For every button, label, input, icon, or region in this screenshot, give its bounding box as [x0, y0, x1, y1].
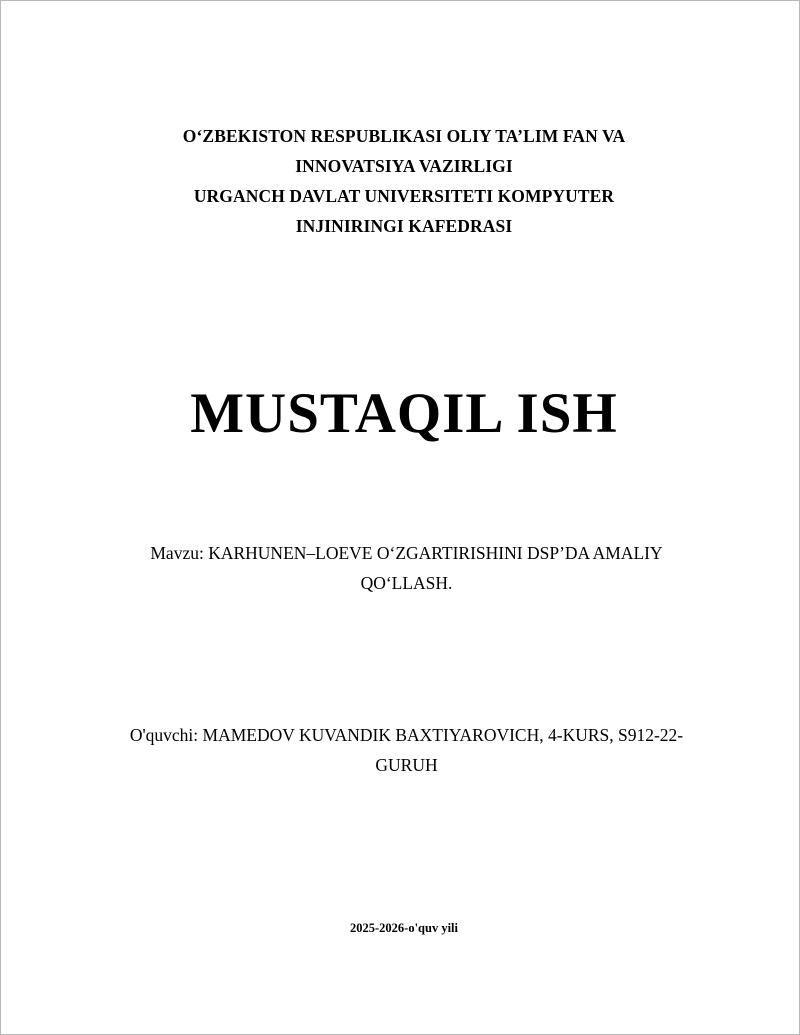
page-sheet — [19, 13, 783, 1023]
page-content — [109, 13, 699, 1023]
organization-line-4: INJINIRINGI KAFEDRASI — [295, 216, 513, 236]
student-line: O'quvchi: MAMEDOV KUVANDIK BAXTIYAROVICH, 4-KURS, S912-22-GURUH — [129, 725, 684, 775]
organization-line-3: URGANCH DAVLAT UNIVERSITETI KOMPYUTER — [193, 186, 615, 206]
academic-year: 2025-2026-o'quv yili — [350, 921, 458, 935]
topic-line: Mavzu: KARHUNEN–LOEVE O‘ZGARTIRISHINI DSP’DA AMALIY QO‘LLASH. — [150, 543, 663, 593]
organization-line-1: O‘ZBEKISTON RESPUBLIKASI OLIY TA’LIM FAN VA — [182, 126, 626, 146]
page-title: MUSTAQIL ISH — [190, 382, 618, 445]
organization-heading — [109, 121, 699, 241]
organization-line-2: INNOVATSIYA VAZIRLIGI — [295, 156, 513, 176]
